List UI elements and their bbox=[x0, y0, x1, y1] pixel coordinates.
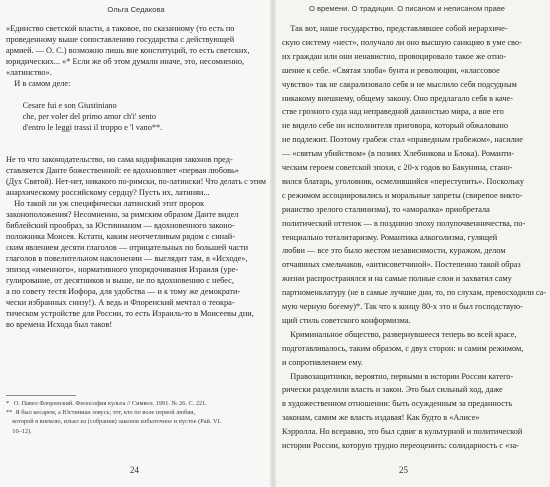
text-line: скую систему «нест», получало ли оно высшую санкцию в уме сво- bbox=[282, 37, 522, 47]
text-line: чувство» так не сакрализовало себя и не мыслило себя подсудным bbox=[282, 79, 517, 89]
running-head-title: О времени. О традиции. О писаном и неписаном праве bbox=[308, 4, 506, 13]
text-line: Криминальное общество, развернувшееся теперь во всей красе, bbox=[282, 329, 517, 339]
text-line: тенциально тоталитаризму. Романтика алкоголизма, гулящей bbox=[282, 232, 498, 242]
text-line: во времена Исхода был таков! bbox=[6, 319, 113, 329]
text-line: «латинство». bbox=[6, 67, 52, 77]
text-line: глаголов в повелительном наклонении — выглядит там, в «Исходе», bbox=[6, 253, 248, 263]
text-line: юридических... »* Если же об этом думали иначе, это, несомненно, bbox=[6, 56, 245, 66]
text-line: партноменклатуру (не в самые лучшие дни, то, по слухам, превосходили са- bbox=[282, 288, 546, 298]
text-line: Кэрролла. Но всеравно, это был сдвиг в культурной и политической bbox=[282, 427, 523, 437]
left-page bbox=[0, 0, 272, 487]
text-line: И в самом деле: bbox=[6, 78, 71, 88]
text-line: любви — все это было жестом независимости, куражом, делом bbox=[282, 246, 506, 256]
text-line: армией. — О. С.) возможно лишь вне конституций, то есть светских, bbox=[6, 45, 250, 55]
footnote-rule bbox=[6, 395, 76, 396]
text-line: никакому внешнему, общему закону. Оно предлагало себя в каче- bbox=[282, 93, 513, 103]
text-line: d'entro le leggi trassi il troppo e 'l vano**. bbox=[6, 122, 163, 132]
text-line: мую черную богему)*. Так что к концу 80-х это и был господствую- bbox=[282, 302, 523, 311]
text-line: политический оттенок — в позднюю эпоху полупочвенничества, по- bbox=[282, 218, 526, 228]
text-line: эпизод «именного», нормативного упорядочивания Израиля (уре- bbox=[6, 264, 239, 274]
running-head-author: Ольга Седакова bbox=[107, 5, 165, 14]
text-line: ческим героем советской эпохи, с 20-х годов во Бакунина, стано- bbox=[282, 163, 513, 172]
page-number-left: 24 bbox=[130, 465, 139, 475]
text-line: стве грозного суда над неправедной данностью мира, а вне его bbox=[282, 107, 504, 117]
text-line: Cesare fui e son Giustiniano bbox=[6, 100, 117, 110]
text-line: их граждан или они ненавистно, провоцировало такое же отно- bbox=[282, 51, 507, 61]
text-line: рианство зрелого сталинизма), то «аморалка» приобретала bbox=[282, 204, 490, 214]
text-line: рически разделили власть и закон. Это был сильный ход, даже bbox=[282, 385, 503, 395]
text-line: не видело себе ни исполнителя приговора, который обжаловано bbox=[282, 121, 509, 131]
text-line: тическом устройстве для России, то есть Израиль-то в Моисеевы дни, bbox=[6, 308, 254, 318]
text-line: Но такой ли уж специфически латинский этот пророк bbox=[6, 199, 205, 209]
text-line: жизни распространялся и на самые полные слои и захватил саму bbox=[282, 274, 512, 284]
text-line: положника Моисея. Кстати, каким неотчетливым рядом с синай- bbox=[6, 232, 235, 242]
footnote-line: которой я внемлю, изъял из (собрания) законов избыточное и пустое (Рай. VI. bbox=[6, 418, 222, 426]
text-line: истории России, которую трудно переоценить: солидарность с «за- bbox=[282, 441, 519, 450]
footnote-line: ** Я был кесарем, а Юстиниан зовусь; тот, кто по воле первой любви, bbox=[6, 409, 196, 417]
footnote-line: 10–12). bbox=[6, 427, 32, 435]
text-line: щий стиль советского конформизма. bbox=[282, 315, 411, 325]
text-line: вился блатарь, уголовник, осмелившийся «переступить». Поскольку bbox=[282, 176, 525, 186]
text-line: «Единство светской власти, а таковое, по сказанному (то есть по bbox=[6, 24, 235, 33]
text-line: с режимом ассоциировались и моральные запреты (свирепое викто- bbox=[282, 190, 523, 200]
text-line: (Дух Святой). Нет-нет, никакого по-римски, по-латински! Что делать с этим bbox=[6, 177, 266, 187]
text-line: ским явлением десяти глаголов — отрицательных по большей части bbox=[6, 243, 249, 252]
text-line: отчаянных смельчаков, «антисоветчиной». Постепенно такой образ bbox=[282, 260, 521, 270]
text-line: библейский прообраз, за Юстинианом — вдохновенного законо- bbox=[6, 221, 235, 231]
right-page bbox=[276, 0, 550, 487]
text-line: подготавливалось, таким образом, с двух сторон: и самим режимом, bbox=[282, 343, 524, 353]
text-line: в художественном отношении: быть осужденным за преданность bbox=[282, 399, 513, 409]
text-line: Так вот, наше государство, представлявшее собой иерархиче- bbox=[282, 24, 508, 33]
text-line: гулирование, от десятников и выше, не по вдохновению с небес, bbox=[6, 275, 234, 285]
footnote-line: * О. Павел Флоренский. Философия культа // Символ. 1991. № 26. С. 221. bbox=[6, 400, 207, 407]
text-line: — «святым убийством» (в позиях Хлебникова и Блока). Романти- bbox=[282, 149, 514, 159]
text-line: Правозащитники, вероятно, первыми в истории России катего- bbox=[282, 371, 514, 381]
text-line: проведенному выше сопоставлению государства с действующей bbox=[6, 34, 235, 44]
text-line: а по совету тестя Иофора, для удобства — и к тому же демократи- bbox=[6, 286, 241, 296]
text-line: ставляется Данте божественной: ее вдохновляет «первая любовь» bbox=[6, 166, 239, 176]
text-line: шение к себе. «Святая злоба» бунта и революции, «классовое bbox=[282, 65, 500, 75]
text-line: и сопротивлением ему. bbox=[282, 357, 363, 367]
text-line: Не то что законодательство, но сама кодификация законов пред- bbox=[6, 155, 233, 165]
page-number-right: 25 bbox=[399, 465, 408, 475]
text-line: che, per voler del primo amor ch'i' sento bbox=[6, 111, 156, 121]
text-line: анархическому российскому сердцу? Пусть их, латиняи... bbox=[6, 188, 210, 198]
text-line: не подлежит. Поэтому грабеж стал «праведным грабежом», насилие bbox=[282, 135, 523, 145]
text-line: законоположения? Несомненно, за римским образом Данте видел bbox=[6, 210, 239, 220]
text-line: законам, самим же власть издавая! Как будто в «Алисе» bbox=[282, 413, 480, 423]
text-line: чески избранных снизу!). А ведь и Флоренский мечтал о теокра- bbox=[6, 297, 235, 307]
